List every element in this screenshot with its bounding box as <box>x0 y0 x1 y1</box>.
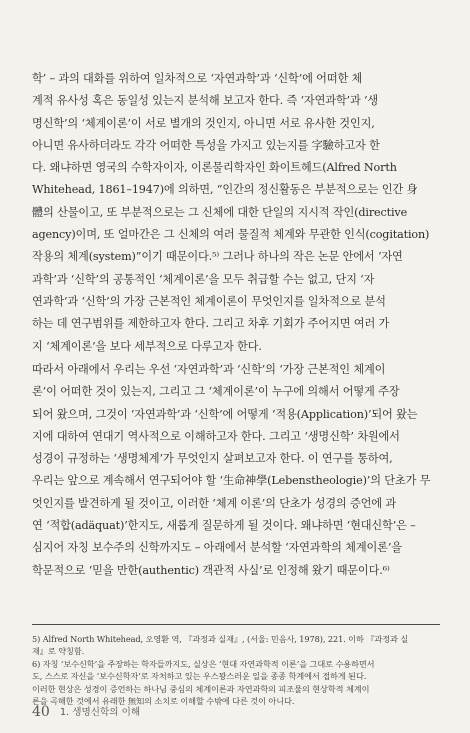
running-title: 1. 생명신학의 이해 <box>60 707 141 718</box>
footnote-line: 이러한 현상은 성경이 증언하는 하나님 중심의 체계이론과 자연과학의 피조물의 현상학적 체계이 <box>32 683 370 694</box>
body-line: agency)이며, 또 얼마간은 그 신체의 여러 물질적 체계와 무관한 인식(cogitation) <box>32 228 430 242</box>
body-line: 지에 대하여 연대기 역사적으로 이해하고자 한다. 그리고 ‘생명신학’ 차원에서 <box>32 429 400 443</box>
footnote-divider <box>32 624 440 625</box>
footnote-line: 론을 곡해한 것에서 유래한 無知의 소치로 이해할 수밖에 다른 것이 아니다. <box>32 696 295 707</box>
body-line: 따라서 아래에서 우리는 우선 ‘자연과학’과 ‘신학’의 ‘가장 근본적인 체계이 <box>32 363 386 376</box>
body-line: 연 ‘적합(adäquat)’한지도, 새롭게 질문하게 될 것이다. 왜냐하면 ‘현대신학’은 – <box>32 519 416 533</box>
body-line: 론’이 어떠한 것이 있는지, 그리고 그 ‘체계이론’이 누구에 의해서 어떻게 주장 <box>32 385 400 399</box>
body-line: Whitehead, 1861–1947)에 의하면, “인간의 정신활동은 부분적으로는 인간 身 <box>32 183 418 197</box>
footnote-line: 6) 자칭 ‘보수신학’을 주장하는 학자들까지도, 실상은 ‘현대 자연과학적 이론’을 그대로 수용하면서 <box>32 659 375 669</box>
body-line: 되어 왔으며, 그것이 ‘자연과학’과 ‘신학’에 어떻게 ‘적용(Application)’되어 왔는 <box>32 407 418 421</box>
body-line: 심지어 자칭 보수주의 신학까지도 – 아래에서 분석할 ‘자연과학의 체계이론’을 <box>32 541 402 555</box>
body-line: 하는 데 연구범위를 제한하고자 한다. 그리고 차후 기회가 주어지면 여러 가 <box>32 317 390 331</box>
body-paragraph-2 <box>32 359 440 582</box>
body-line: 다. 왜냐하면 영국의 수학자이자, 이론물리학자인 화이트헤드(Alfred North <box>32 161 397 175</box>
body-line: 연과학’과 ‘신학’의 가장 근본적인 체계이론이 무엇인지를 일차적으로 분석 <box>32 294 386 308</box>
footnote-6 <box>32 658 440 708</box>
footnote-line: 도, 스스로 자신을 ‘보수신학자’로 자처하고 있는 우스꽝스러운 일을 종종 학계에서 접하게 된다. <box>32 671 367 682</box>
footnote-line: 재』로 약칭함. <box>32 646 85 657</box>
body-line: 성경이 규정하는 ‘생명체계’가 무엇인지 살펴보고자 한다. 이 연구를 통하여, <box>32 452 393 466</box>
footnote-5 <box>32 633 440 658</box>
body-line: 엇인지를 발견하게 될 것이고, 이러한 ‘체계 이론’의 단초가 성경의 증언에 과 <box>32 496 396 510</box>
body-line: 계적 유사성 혹은 동일성 있는지 분석해 보고자 한다. 즉 ‘자연과학’과 ‘생 <box>32 94 379 108</box>
body-paragraph-1 <box>32 68 440 358</box>
body-line: 작용의 체계(system)”이기 때문이다.⁵⁾ 그러나 하나의 작은 논문 안에서 ‘자연 <box>32 250 403 264</box>
body-line: 명신학’의 ‘체계이론’이 서로 별개의 것인지, 아니면 서로 유사한 것인지, <box>32 116 375 130</box>
body-line: 학’ – 과의 대화를 위하여 일차적으로 ‘자연과학’과 ‘신학’에 어떠한 체 <box>32 72 363 85</box>
footnote-line: 5) Alfred North Whitehead, 오영환 역, 『과정과 실재』, (서울: 민음사, 1978), 221. 이하 『과정과 실 <box>32 634 409 644</box>
body-line: 과학’과 ‘신학’의 공통적인 ‘체계이론’을 모두 취급할 수는 없고, 단지 ‘자 <box>32 272 375 286</box>
body-line: 우리는 앞으로 계속해서 연구되어야 할 ‘生命神學(Lebenstheologie)’의 단초가 무 <box>32 474 431 488</box>
body-line: 아니면 유사하더라도 각각 어떠한 특성을 가지고 있는지를 字驗하고자 한 <box>32 138 380 152</box>
page-number: 40 <box>32 704 50 720</box>
body-line: 학문적으로 ‘믿을 만한(authentic) 객관적 사실’로 인정해 왔기 때문이다.⁶⁾ <box>32 563 390 577</box>
body-line: 지 ‘체계이론’을 보다 세부적으로 다루고자 한다. <box>32 339 262 353</box>
body-line: 體의 산물이고, 또 부분적으로는 그 신체에 대한 단일의 지시적 작인(directive <box>32 205 408 219</box>
